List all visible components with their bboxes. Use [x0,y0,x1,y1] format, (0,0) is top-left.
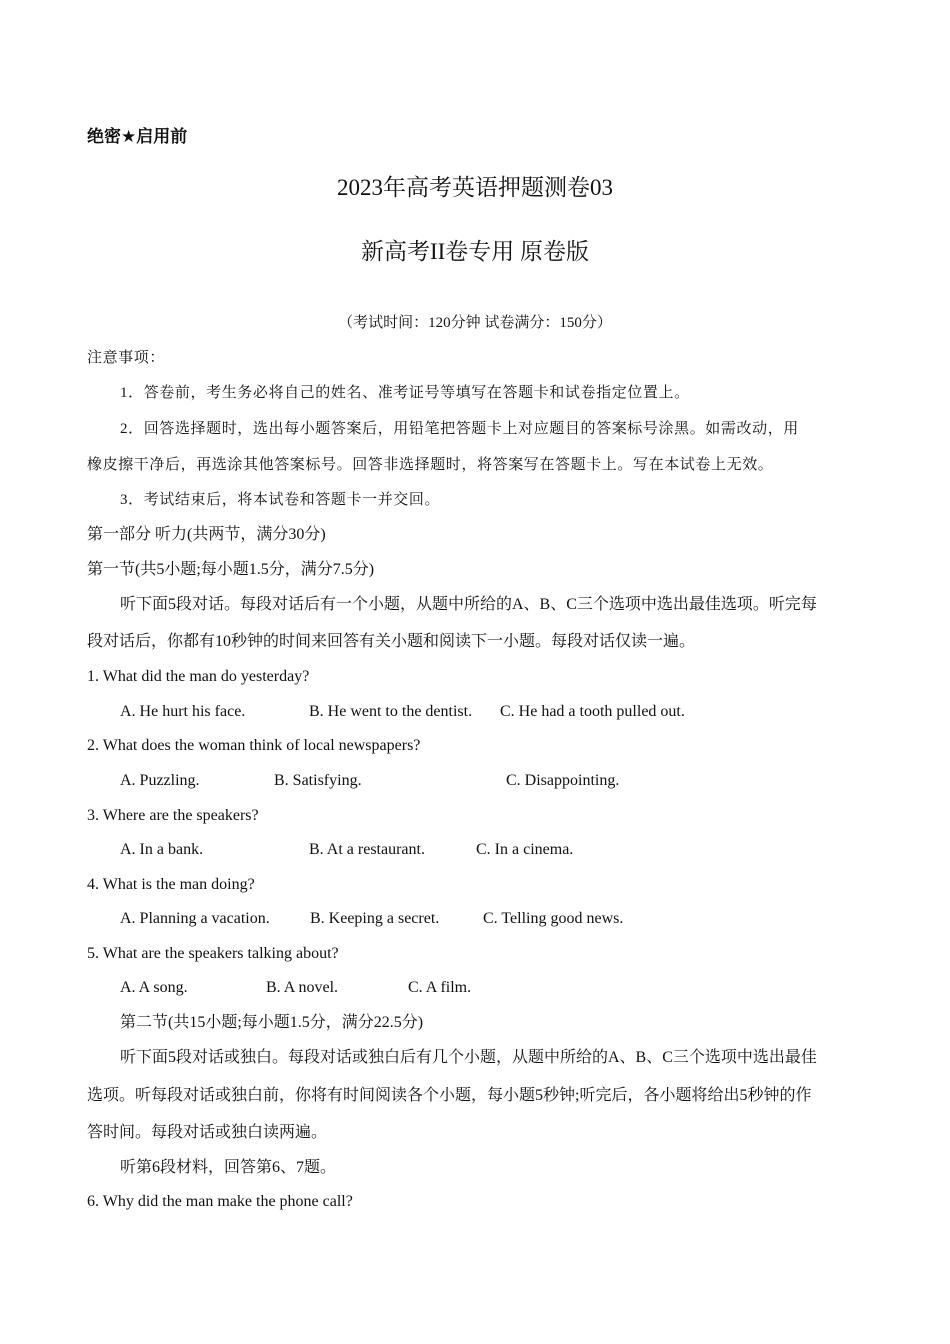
question-3-stem: 3. Where are the speakers? [87,807,259,824]
section1-instruction-line-1: 听下面5段对话。每段对话后有一个小题，从题中所给的A、B、C三个选项中选出最佳选项。听完每 [120,596,817,613]
question-3-option-b: B. At a restaurant. [309,841,425,858]
question-4-option-c: C. Telling good news. [483,910,624,927]
question-1-option-c: C. He had a tooth pulled out. [500,703,685,720]
question-4-stem: 4. What is the man doing? [87,876,255,893]
section2-instruction-line-2: 选项。听每段对话或独白前，你将有时间阅读各个小题，每小题5秒钟;听完后，各小题将给出5秒钟的作 [87,1087,812,1104]
section2-heading: 第二节(共15小题;每小题1.5分，满分22.5分) [120,1014,424,1031]
question-2-option-a: A. Puzzling. [120,772,200,789]
question-2-stem: 2. What does the woman think of local newspapers? [87,737,421,754]
question-3-option-c: C. In a cinema. [476,841,574,858]
exam-subtitle: 新高考II卷专用 原卷版 [360,239,590,264]
question-5-option-c: C. A film. [408,979,472,996]
note-item-1: 1．答卷前，考生务必将自己的姓名、准考证号等填写在答题卡和试卷指定位置上。 [120,385,690,401]
question-1-option-b: B. He went to the dentist. [309,703,473,720]
question-2-option-b: B. Satisfying. [274,772,362,789]
question-5-option-a: A. A song. [120,979,188,996]
question-5-stem: 5. What are the speakers talking about? [87,945,339,962]
part1-heading: 第一部分 听力(共两节，满分30分) [87,526,326,543]
exam-title: 2023年高考英语押题测卷03 [337,175,613,200]
section1-heading: 第一节(共5小题;每小题1.5分，满分7.5分) [87,561,375,578]
question-6-stem: 6. Why did the man make the phone call? [87,1193,353,1210]
section2-instruction-line-1: 听下面5段对话或独白。每段对话或独白后有几个小题，从题中所给的A、B、C三个选项中选出最佳 [120,1049,817,1066]
question-4-option-b: B. Keeping a secret. [310,910,440,927]
section2-instruction-line-3: 答时间。每段对话或独白读两遍。 [87,1124,328,1141]
question-4-option-a: A. Planning a vacation. [120,910,270,927]
note-item-2-line-2: 橡皮擦干净后，再选涂其他答案标号。回答非选择题时，将答案写在答题卡上。写在本试卷上无效。 [87,457,774,473]
section1-instruction-line-2: 段对话后，你都有10秒钟的时间来回答有关小题和阅读下一小题。每段对话仅读一遍。 [87,633,696,650]
secret-label: 绝密★启用前 [87,127,188,146]
exam-time-info: （考试时间：120分钟 试卷满分：150分） [338,315,612,331]
question-1-option-a: A. He hurt his face. [120,703,246,720]
question-2-option-c: C. Disappointing. [506,772,620,789]
question-3-option-a: A. In a bank. [120,841,204,858]
material-6-label: 听第6段材料，回答第6、7题。 [120,1159,337,1176]
note-item-3: 3．考试结束后，将本试卷和答题卡一并交回。 [120,492,441,508]
note-item-2-line-1: 2．回答选择题时，选出每小题答案后，用铅笔把答题卡上对应题目的答案标号涂黑。如需改动，用 [120,421,799,437]
question-5-option-b: B. A novel. [266,979,339,996]
question-1-stem: 1. What did the man do yesterday? [87,668,310,685]
notes-heading: 注意事项： [87,350,166,366]
